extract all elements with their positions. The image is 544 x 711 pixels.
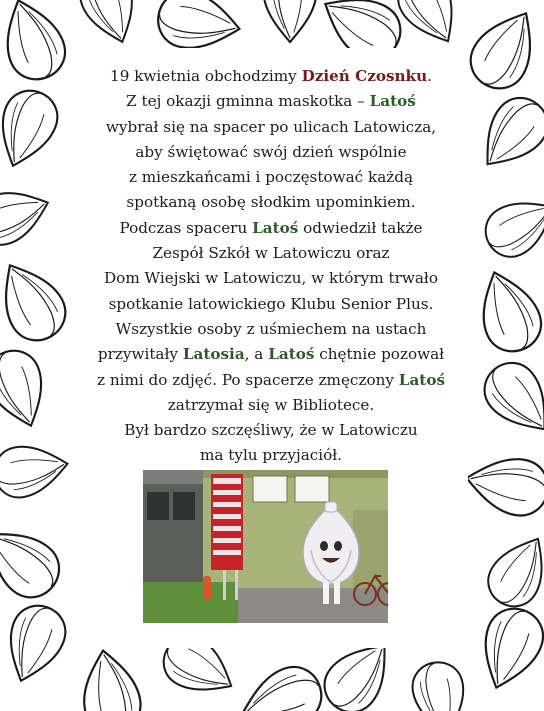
story-line-3: wybrał się na spacer po ulicach Latowicza, bbox=[105, 117, 437, 136]
text-span: Z tej okazji gminna maskotka – bbox=[126, 92, 370, 111]
garlic-mascot-photo bbox=[143, 470, 388, 623]
story-line-9: Dom Wiejski w Latowiczu, w którym trwało bbox=[104, 269, 438, 288]
story-line-15: Był bardzo szczęśliwy, że w Latowiczu bbox=[124, 421, 418, 440]
story-line-16: ma tylu przyjaciół. bbox=[199, 446, 343, 465]
text-span: chętnie pozował bbox=[314, 345, 445, 364]
story-line-10: spotkanie latowickiego Klubu Senior Plus. bbox=[108, 294, 434, 313]
text-span: Podczas spaceru bbox=[119, 218, 253, 237]
text-span: przywitały bbox=[97, 345, 183, 364]
story-line-4: aby świętować swój dzień wspólnie bbox=[135, 142, 407, 161]
story-line-14: zatrzymał się w Bibliotece. bbox=[167, 395, 375, 414]
text-span: odwiedził także bbox=[298, 218, 423, 237]
text-span: 19 kwietnia obchodzimy bbox=[110, 67, 302, 85]
mascot-name-highlight: Latosia bbox=[182, 345, 245, 364]
story-line-12 bbox=[80, 342, 462, 367]
text-span: , a bbox=[244, 345, 269, 364]
story-line-11: Wszystkie osoby z uśmiechem na ustach bbox=[115, 319, 427, 338]
story-line-1 bbox=[80, 64, 462, 89]
mascot-name-highlight: Latoś bbox=[252, 218, 299, 237]
mascot-name-highlight: Latoś bbox=[268, 345, 315, 364]
story-line-5: z mieszkańcami i poczęstować każdą bbox=[128, 168, 414, 187]
story-line-8: Zespół Szkół w Latowiczu oraz bbox=[152, 244, 390, 263]
garlic-day-highlight: Dzień Czosnku bbox=[301, 67, 428, 85]
text-span: . bbox=[427, 67, 432, 85]
story-line-13 bbox=[80, 368, 462, 393]
story-line-7 bbox=[80, 216, 462, 241]
photo-illustration bbox=[143, 470, 388, 623]
story-line-6: spotkaną osobę słodkim upominkiem. bbox=[126, 193, 416, 212]
mascot-name-highlight: Latoś bbox=[369, 92, 416, 111]
mascot-name-highlight: Latoś bbox=[398, 370, 445, 389]
text-span: z nimi do zdjęć. Po spacerze zmęczony bbox=[97, 370, 399, 389]
story-line-2 bbox=[80, 89, 462, 114]
announcement-text bbox=[80, 64, 462, 469]
